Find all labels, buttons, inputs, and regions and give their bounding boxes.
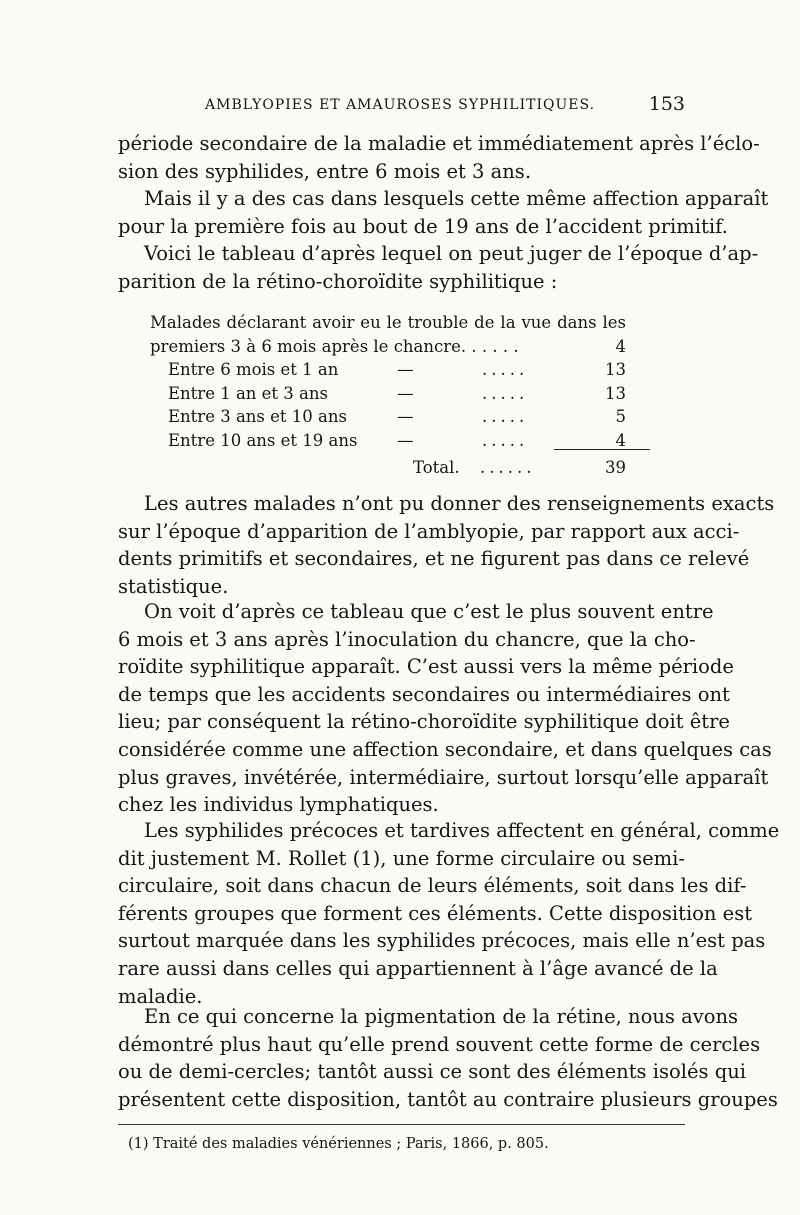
text-line: plus graves, invétérée, intermédiaire, surtout lorsqu’elle apparaît (118, 765, 769, 789)
text-line: parition de la rétino-choroïdite syphilitique : (118, 269, 558, 293)
text-line: maladie. (118, 984, 203, 1008)
text-line: Mais il y a des cas dans lesquels cette même affection apparaît (144, 187, 769, 210)
text-line: roïdite syphilitique apparaît. C’est aussi vers la même période (118, 655, 734, 679)
table-value: 5 (615, 407, 626, 426)
table-intro-line: premiers 3 à 6 mois après le chancre. . . . . . (150, 336, 519, 356)
table-dots: ..... (482, 407, 529, 426)
paragraph-3 (118, 240, 759, 295)
table-dots: ..... (482, 383, 529, 403)
table-value: 4 (615, 430, 626, 450)
table-dash: — (397, 430, 414, 450)
footnote-rule (118, 1124, 685, 1125)
text-line: dit justement M. Rollet (1), une forme circulaire ou semi- (118, 846, 685, 870)
paragraph-7 (118, 1003, 778, 1113)
paragraph-5 (118, 598, 772, 819)
text-line: Les autres malades n’ont pu donner des renseignements exacts (144, 492, 775, 515)
table-dash: — (397, 383, 414, 403)
page-number: 153 (648, 93, 685, 115)
text-line: ou de demi-cercles; tantôt aussi ce sont des éléments isolés qui (118, 1060, 746, 1084)
table-dots: ...... (480, 458, 536, 477)
total-rule (554, 449, 650, 450)
table-label: Entre 1 an et 3 ans (168, 383, 328, 403)
total-label: Total. (413, 458, 460, 477)
table-row (150, 382, 650, 406)
text-line: surtout marquée dans les syphilides précoces, mais elle n’est pas (118, 929, 766, 953)
table-intro-line: Malades déclarant avoir eu le trouble de la vue dans les (150, 313, 626, 332)
text-line: de temps que les accidents secondaires ou intermédiaires ont (118, 682, 730, 706)
table-label: Entre 3 ans et 10 ans (168, 407, 347, 426)
text-line: démontré plus haut qu’elle prend souvent cette forme de cercles (118, 1032, 761, 1056)
table-dots: ..... (482, 360, 529, 379)
text-line: 6 mois et 3 ans après l’inoculation du chancre, que la cho- (118, 627, 696, 651)
table-row (150, 405, 650, 429)
text-line: sur l’époque d’apparition de l’amblyopie, par rapport aux acci- (118, 519, 740, 543)
table-dots: ..... (482, 430, 529, 450)
text-line: rare aussi dans celles qui appartiennent à l’âge avancé de la (118, 956, 718, 980)
table-value: 13 (605, 383, 626, 403)
text-line: considérée comme une affection secondaire, et dans quelques cas (118, 737, 772, 761)
text-line: sion des syphilides, entre 6 mois et 3 ans. (118, 159, 532, 183)
text-line: pour la première fois au bout de 19 ans de l’accident primitif. (118, 214, 728, 238)
text-line: circulaire, soit dans chacun de leurs éléments, soit dans les dif- (118, 874, 747, 898)
table-row (150, 358, 650, 382)
footnote: (1) Traité des maladies vénériennes ; Paris, 1866, p. 805. (128, 1136, 549, 1152)
table-value: 4 (615, 336, 626, 356)
table-label: Entre 10 ans et 19 ans (168, 430, 358, 450)
text-line: Voici le tableau d’après lequel on peut juger de l’époque d’ap- (144, 242, 759, 265)
total-value: 39 (605, 458, 626, 477)
text-line: Les syphilides précoces et tardives affectent en général, comme (144, 819, 780, 842)
page-header (205, 93, 685, 119)
text-line: présentent cette disposition, tantôt au contraire plusieurs groupes (118, 1087, 778, 1111)
paragraph-1 (118, 130, 760, 185)
table-total-row (150, 456, 650, 480)
text-line: En ce qui concerne la pigmentation de la rétine, nous avons (144, 1005, 739, 1028)
text-line: lieu; par conséquent la rétino-choroïdite syphilitique doit être (118, 710, 730, 734)
table-dash: — (397, 360, 414, 379)
text-line: chez les individus lymphatiques. (118, 793, 439, 817)
text-line: férents groupes que forment ces éléments. Cette disposition est (118, 901, 753, 925)
paragraph-4 (118, 490, 775, 600)
text-line: On voit d’après ce tableau que c’est le plus souvent entre (144, 600, 714, 623)
paragraph-2 (118, 185, 769, 240)
table-label: Entre 6 mois et 1 an (168, 360, 339, 379)
running-title: AMBLYOPIES ET AMAUROSES SYPHILITIQUES. (205, 97, 596, 113)
table-value: 13 (605, 360, 626, 379)
text-line: statistique. (118, 574, 229, 598)
statistics-table (150, 311, 650, 477)
text-line: période secondaire de la maladie et immédiatement après l’éclo- (118, 132, 760, 155)
paragraph-6 (118, 817, 780, 1010)
table-dash: — (397, 407, 414, 426)
text-line: dents primitifs et secondaires, et ne figurent pas dans ce relevé (118, 547, 750, 571)
table-row (150, 335, 650, 359)
